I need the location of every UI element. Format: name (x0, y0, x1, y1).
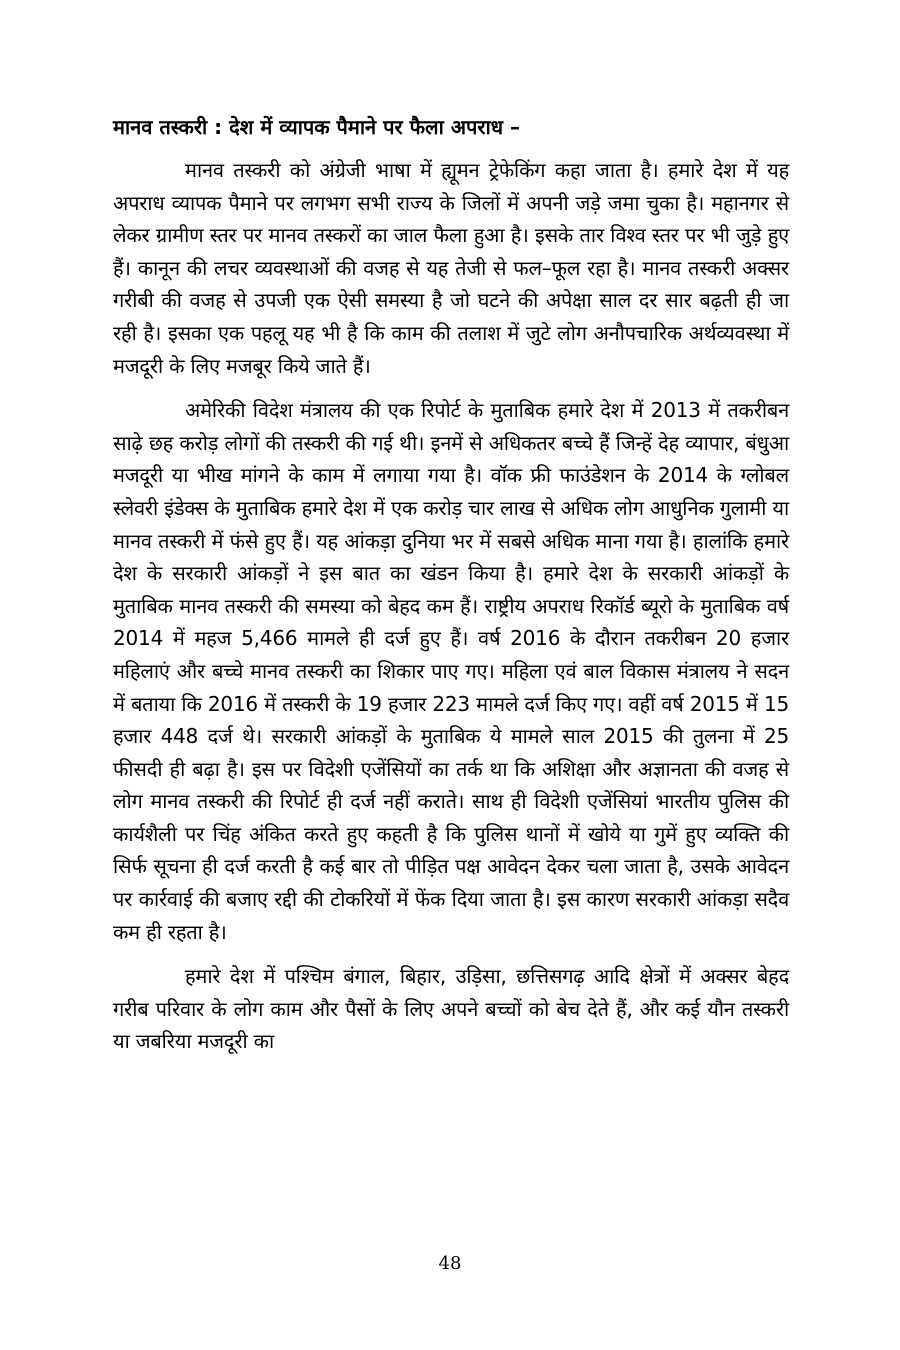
page-number: 48 (438, 1253, 462, 1274)
paragraph-human-trafficking-intro: मानव तस्करी को अंग्रेजी भाषा में ह्यूमन ट्रेफेकिंग कहा जाता है। हमारे देश में यह अपराध व्यापक पैमाने पर लगभग सभी राज्य के जिलों में अपनी जड़े जमा चुका है। महानगर से लेकर ग्रामीण स्तर पर मानव तस्करों का जाल फैला हुआ है। इसके तार विश्व स्तर पर भी जुड़े हुए हैं। कानून की लचर व्यवस्थाओं की वजह से यह तेजी से फल–फूल रहा है। मानव तस्करी अक्सर गरीबी की वजह से उपजी एक ऐसी समस्या है जो घटने की अपेक्षा साल दर सार बढ़ती ही जा रही है। इसका एक पहलू यह भी है कि काम की तलाश में जुटे लोग अनौपचारिक अर्थव्यवस्था में मजदूरी के लिए मजबूर किये जाते हैं। (113, 158, 789, 378)
paragraph-affected-regions: हमारे देश में पश्चिम बंगाल, बिहार, उड़िसा, छत्तिसगढ़ आदि क्षेत्रों में अक्सर बेहद गरीब परिवार के लोग काम और पैसों के लिए अपने बच्चों को बेच देते हैं, और कई यौन तस्करी या जबरिया मजदूरी का (113, 964, 789, 1054)
section-heading: मानव तस्करी : देश में व्यापक पैमाने पर फैला अपराध – (113, 115, 521, 139)
document-body (113, 110, 789, 1070)
paragraph-trafficking-statistics: अमेरिकी विदेश मंत्रालय की एक रिपोर्ट के मुताबिक हमारे देश में 2013 में तकरीबन साढ़े छह करोड़ लोगों की तस्करी की गई थी। इनमें से अधिकतर बच्चे हैं जिन्हें देह व्यापार, बंधुआ मजदूरी या भीख मांगने के काम में लगाया गया है। वॉक फ्री फाउंडेशन के 2014 के ग्लोबल स्लेवरी इंडेक्स के मुताबिक हमारे देश में एक करोड़ चार लाख से अधिक लोग आधुनिक गुलामी या मानव तस्करी में फंसे हुए हैं। यह आंकड़ा दुनिया भर में सबसे अधिक माना गया है। हालांकि हमारे देश के सरकारी आंकड़ों ने इस बात का खंडन किया है। हमारे देश के सरकारी आंकड़ों के मुताबिक मानव तस्करी की समस्या को बेहद कम हैं। राष्ट्रीय अपराध रिकॉर्ड ब्यूरो के मुताबिक वर्ष 2014 में महज 5,466 मामले ही दर्ज हुए हैं। वर्ष 2016 के दौरान तकरीबन 20 हजार महिलाएं और बच्चे मानव तस्करी का शिकार पाए गए। महिला एवं बाल विकास मंत्रालय ने सदन में बताया कि 2016 में तस्करी के 19 हजार 223 मामले दर्ज किए गए। वहीं वर्ष 2015 में 15 हजार 448 दर्ज थे। सरकारी आंकड़ों के मुताबिक ये मामले साल 2015 की तुलना में 25 फीसदी ही बढ़ा है। इस पर विदेशी एजेंसियों का तर्क था कि अशिक्षा और अज्ञानता की वजह से लोग मानव तस्करी की रिपोर्ट ही दर्ज नहीं कराते। साथ ही विदेशी एजेंसियां भारतीय पुलिस की कार्यशैली पर चिंह अंकित करते हुए कहती है कि पुलिस थानों में खोये या गुमें हुए व्यक्ति की सिर्फ सूचना ही दर्ज करती है कई बार तो पीड़ित पक्ष आवेदन देकर चला जाता है, उसके आवेदन पर कार्रवाई की बजाए रद्दी की टोकरियों में फेंक दिया जाता है। इस कारण सरकारी आंकड़ा सदैव कम ही रहता है। (113, 398, 789, 944)
